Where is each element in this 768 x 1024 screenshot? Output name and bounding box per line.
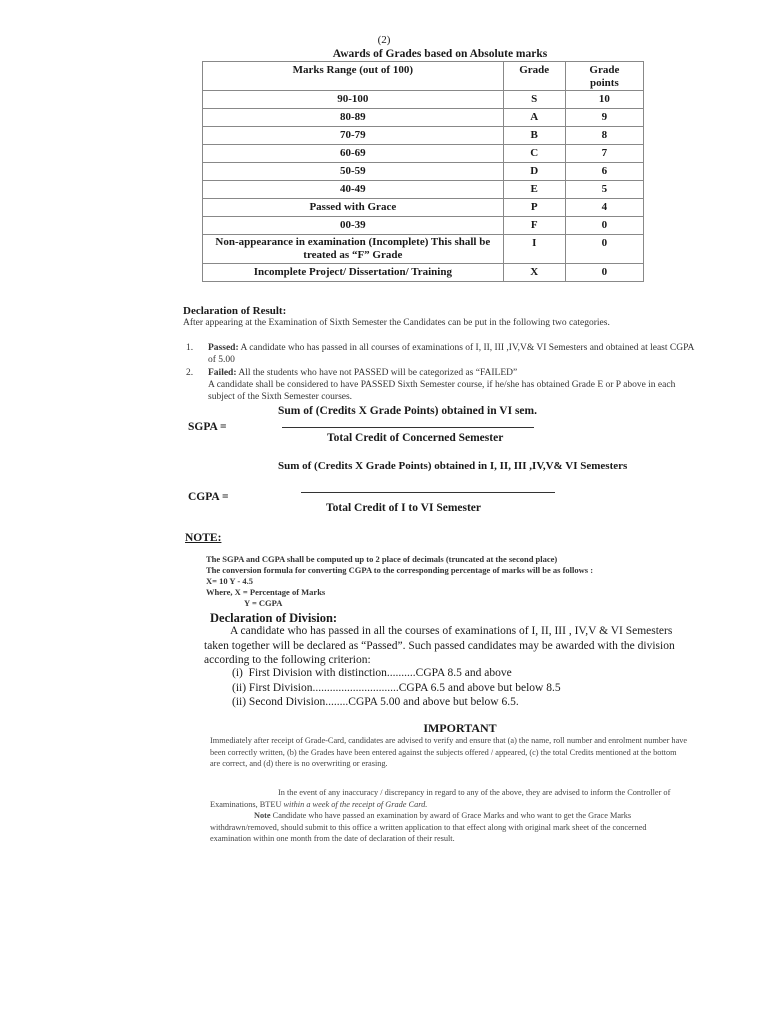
sgpa-denominator: Total Credit of Concerned Semester	[327, 432, 504, 444]
note-line: The conversion formula for converting CGPA to the corresponding percentage of marks will be as follows :	[206, 565, 594, 575]
cell-marks: 40-49	[203, 181, 504, 199]
declaration-item-failed-note: A candidate shall be considered to have PASSED Sixth Semester course, if he/she has obtained Grade E or P above in each subject of the Sixth Semester courses.	[208, 380, 676, 402]
table-row	[203, 199, 644, 217]
page-number: (2)	[377, 34, 391, 46]
cgpa-denominator: Total Credit of I to VI Semester	[326, 502, 482, 514]
important-para: Immediately after receipt of Grade-Card, candidates are advised to verify and ensure that (a) the name, roll number and enrolment number have been correctly written, (b) the Grades have been entered against the subjects offered / appeared, (c) the total Credits mentioned at the bottom are correct, and (d) there is no overwriting or erasing.	[210, 736, 688, 768]
important-note-text: Candidate who have passed an examination by award of Grace Marks and who want to get the Grace Marks withdrawn/removed, should submit to this office a written application to that effect along with original mark sheet of the concerned examination within one month from the date of declaration of their result.	[210, 811, 647, 843]
cell-marks: 60-69	[203, 145, 504, 163]
cgpa-numerator: Sum of (Credits X Grade Points) obtained in I, II, III ,IV,V& VI Semesters	[278, 460, 628, 472]
declaration-item-failed	[186, 368, 696, 380]
cell-grade: D	[503, 163, 565, 181]
table-row	[203, 91, 644, 109]
cell-points: 6	[565, 163, 643, 181]
division-item: (ii) Second Division........CGPA 5.00 and above but below 6.5.	[232, 696, 519, 708]
sgpa-numerator: Sum of (Credits X Grade Points) obtained in VI sem.	[278, 405, 537, 417]
table-row	[203, 145, 644, 163]
item-number: 1.	[186, 343, 194, 353]
cell-points: 7	[565, 145, 643, 163]
cell-marks: Passed with Grace	[203, 199, 504, 217]
cell-points: 10	[565, 91, 643, 109]
cell-points: 0	[565, 264, 643, 282]
division-item: (ii) First Division..............................CGPA 6.5 and above but below 8.5	[232, 682, 561, 694]
table-row	[203, 235, 644, 264]
note-line: The SGPA and CGPA shall be computed up to 2 place of decimals (truncated at the second place)	[206, 554, 558, 564]
cell-points: 5	[565, 181, 643, 199]
sgpa-fraction-line	[282, 427, 534, 428]
table-row	[203, 163, 644, 181]
item-text: All the students who have not PASSED will be categorized as “FAILED”	[238, 368, 518, 378]
table-row	[203, 181, 644, 199]
cell-points: 8	[565, 127, 643, 145]
declaration-result-intro: After appearing at the Examination of Sixth Semester the Candidates can be put in the following two categories.	[183, 318, 610, 328]
table-row	[203, 109, 644, 127]
cell-grade: B	[503, 127, 565, 145]
important-title: IMPORTANT	[423, 721, 497, 735]
cell-grade: A	[503, 109, 565, 127]
table-row	[203, 127, 644, 145]
header-marks-range: Marks Range (out of 100)	[203, 62, 504, 91]
division-text: A candidate who has passed in all the courses of examinations of I, II, III , IV,V & VI Semesters taken together will be declared as “Passed”. Such passed candidates may be awarded with the division according to the following criterion:	[204, 625, 675, 666]
cell-marks: Incomplete Project/ Dissertation/ Training	[203, 264, 504, 282]
cell-grade: C	[503, 145, 565, 163]
cell-grade: S	[503, 91, 565, 109]
declaration-result-heading: Declaration of Result:	[183, 305, 287, 317]
cell-grade: I	[503, 235, 565, 264]
grades-table	[202, 61, 644, 282]
declaration-item-passed	[186, 343, 696, 366]
cell-points: 9	[565, 109, 643, 127]
division-item: (i) First Division with distinction..........CGPA 8.5 and above	[232, 667, 512, 679]
cell-grade: E	[503, 181, 565, 199]
note-title: NOTE:	[185, 532, 222, 544]
cell-points: 0	[565, 235, 643, 264]
important-para-italic: within a week of the receipt of Grade Card.	[283, 799, 428, 809]
note-line: X= 10 Y - 4.5	[206, 576, 253, 586]
header-grade-points: Grade points	[565, 62, 643, 91]
table-header-row	[203, 62, 644, 91]
division-title: Declaration of Division:	[210, 611, 338, 625]
table-row	[203, 264, 644, 282]
item-label: Failed:	[208, 368, 237, 378]
cell-marks: 50-59	[203, 163, 504, 181]
cell-marks: 80-89	[203, 109, 504, 127]
cell-points: 0	[565, 217, 643, 235]
note-block	[206, 554, 696, 609]
note-line: Y = CGPA	[244, 598, 283, 608]
cgpa-fraction-line	[301, 492, 555, 493]
cell-marks: Non-appearance in examination (Incomplete) This shall be treated as “F” Grade	[203, 235, 504, 264]
table-row	[203, 217, 644, 235]
cell-marks: 90-100	[203, 91, 504, 109]
note-line: Where, X = Percentage of Marks	[206, 587, 326, 597]
cgpa-label: CGPA =	[188, 491, 229, 503]
important-para-text: In the event of any inaccuracy / discrepancy in regard to any of the above, they are advised to inform the Controller of Examinations, BTEU	[210, 788, 671, 809]
cell-grade: P	[503, 199, 565, 217]
item-text: A candidate who has passed in all courses of examinations of I, II, III ,IV,V& VI Semesters and obtained at least CGPA of 5.00	[208, 343, 694, 365]
cell-marks: 00-39	[203, 217, 504, 235]
important-para	[210, 787, 688, 810]
cell-points: 4	[565, 199, 643, 217]
important-note-label: Note	[254, 811, 271, 820]
item-number: 2.	[186, 368, 194, 378]
cell-grade: X	[503, 264, 565, 282]
important-para	[210, 810, 688, 845]
sgpa-label: SGPA =	[188, 421, 227, 433]
cell-marks: 70-79	[203, 127, 504, 145]
item-label: Passed:	[208, 343, 239, 353]
cell-grade: F	[503, 217, 565, 235]
table-title: Awards of Grades based on Absolute marks	[332, 48, 548, 60]
header-grade: Grade	[503, 62, 565, 91]
